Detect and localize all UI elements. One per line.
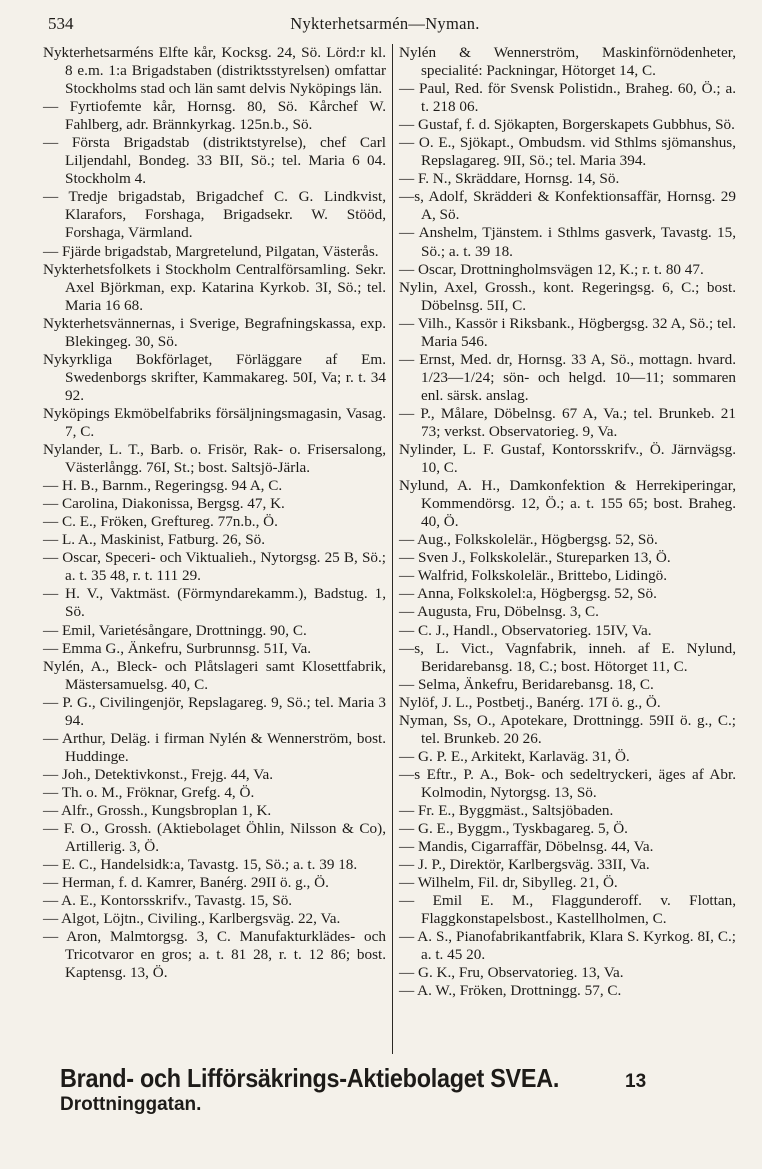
directory-entry: Nylinder, L. F. Gustaf, Kontorsskrifv., Ö. Järnvägsg. 10, C. (399, 441, 736, 477)
directory-entry: Nyman, Ss, O., Apotekare, Drottningg. 59II ö. g., C.; tel. Brunkeb. 20 26. (399, 711, 736, 747)
advert-address: 13 Drottninggatan. (60, 1071, 647, 1115)
directory-entry: Nylén & Wennerström, Maskinförnödenheter, specialité: Packningar, Hötorget 14, C. (399, 44, 736, 80)
directory-entry: — Wilhelm, Fil. dr, Sibylleg. 21, Ö. (399, 874, 618, 892)
directory-entry: — J. P., Direktör, Karlbergsväg. 33II, Va. (399, 856, 650, 874)
left-column (43, 44, 386, 982)
directory-entry: —s Eftr., P. A., Bok- och sedeltryckeri, äges af Abr. Kolmodin, Nytorgsg. 13, Sö. (399, 765, 736, 801)
directory-entry: Nykterhetsvännernas, i Sverige, Begrafningskassa, exp. Blekingeg. 30, Sö. (43, 314, 386, 350)
directory-entry: — Anna, Folkskolel:a, Högbergsg. 52, Sö. (399, 585, 657, 603)
page-header (48, 14, 722, 38)
directory-entry: — Oscar, Speceri- och Viktualieh., Nytorgsg. 25 B, Sö.; a. t. 35 48, r. t. 111 29. (43, 549, 386, 585)
directory-entry: — Fyrtiofemte kår, Hornsg. 80, Sö. Kårchef W. Fahlberg, adr. Brännkyrkag. 125n.b., Sö. (43, 98, 386, 134)
directory-entry: — Ernst, Med. dr, Hornsg. 33 A, Sö., mottagn. hvard. 1/23—1/24; sön- och helgd. 10—11; sommaren enl. särsk. anslag. (399, 350, 736, 404)
directory-entry: —s, L. Vict., Vagnfabrik, inneh. af E. Nylund, Beridarebansg. 18, C.; bost. Hötorget 11, C. (399, 639, 736, 675)
advert-company: Brand- och Lifförsäkrings-Aktiebolaget SVEA. (60, 1063, 560, 1093)
directory-entry: —s, Adolf, Skrädderi & Konfektionsaffär, Hornsg. 29 A, Sö. (399, 188, 736, 224)
directory-entry: Nyköpings Ekmöbelfabriks försäljningsmagasin, Vasag. 7, C. (43, 404, 386, 440)
directory-entry: — Walfrid, Folkskolelär., Brittebo, Lidingö. (399, 567, 668, 585)
directory-entry: — G. E., Byggm., Tyskbagareg. 5, Ö. (399, 820, 628, 838)
directory-entry: — Gustaf, f. d. Sjökapten, Borgerskapets Gubbhus, Sö. (399, 116, 735, 134)
directory-entry: Nykterhetsarméns Elfte kår, Kocksg. 24, Sö. Lörd:r kl. 8 e.m. 1:a Brigadstaben (distriktsstyrelsen) omfattar Stockholms stad och län samt delvis Nyköpings län. (43, 44, 386, 98)
directory-entry: — Augusta, Fru, Döbelnsg. 3, C. (399, 603, 599, 621)
directory-entry: — Arthur, Deläg. i firman Nylén & Wennerström, bost. Huddinge. (43, 729, 386, 765)
directory-entry: — E. C., Handelsidk:a, Tavastg. 15, Sö.; a. t. 39 18. (43, 856, 358, 874)
directory-entry: — Anshelm, Tjänstem. i Sthlms gasverk, Tavastg. 15, Sö.; a. t. 39 18. (399, 224, 736, 260)
directory-entry: Nylin, Axel, Grossh., kont. Regeringsg. 6, C.; bost. Döbelnsg. 5II, C. (399, 278, 736, 314)
directory-entry: — Selma, Änkefru, Beridarebansg. 18, C. (399, 675, 654, 693)
directory-entry: — Fr. E., Byggmäst., Saltsjöbaden. (399, 801, 614, 819)
directory-entry: — Carolina, Diakonissa, Bergsg. 47, K. (43, 495, 285, 513)
directory-entry: — G. P. E., Arkitekt, Karlaväg. 31, Ö. (399, 747, 630, 765)
directory-entry: — G. K., Fru, Observatorieg. 13, Va. (399, 964, 624, 982)
directory-entry: — Alfr., Grossh., Kungsbroplan 1, K. (43, 801, 272, 819)
directory-entry: — Tredje brigadstab, Brigadchef C. G. Lindkvist, Klarafors, Forshaga, Brigadsekr. W. Stööd, Forshaga, Värmland. (43, 188, 386, 242)
directory-entry: — C. J., Handl., Observatorieg. 15IV, Va. (399, 621, 652, 639)
directory-entry: — Emma G., Änkefru, Surbrunnsg. 51I, Va. (43, 639, 311, 657)
directory-entry: — P. G., Civilingenjör, Repslagareg. 9, Sö.; tel. Maria 3 94. (43, 693, 386, 729)
directory-entry: — Paul, Red. för Svensk Polistidn., Braheg. 60, Ö.; a. t. 218 06. (399, 80, 736, 116)
directory-entry: Nylander, L. T., Barb. o. Frisör, Rak- o. Frisersalong, Västerlångg. 76I, St.; bost. Saltsjö-Järla. (43, 441, 386, 477)
directory-entry: Nykterhetsfolkets i Stockholm Centralförsamling. Sekr. Axel Björkman, exp. Katarina Kyrkob. 3I, Sö.; tel. Maria 16 68. (43, 260, 386, 314)
column-divider (392, 44, 393, 1054)
directory-entry: — A. W., Fröken, Drottningg. 57, C. (399, 982, 622, 1000)
advertisement-footer (60, 1063, 732, 1115)
directory-entry: — Herman, f. d. Kamrer, Banérg. 29II ö. g., Ö. (43, 874, 329, 892)
directory-entry: — Aron, Malmtorgsg. 3, C. Manufakturklädes- och Tricotvaror en gros; a. t. 81 28, r. t. 12 86; bost. Kaptensg. 13, Ö. (43, 928, 386, 982)
directory-entry: — Aug., Folkskolelär., Högbergsg. 52, Sö. (399, 531, 658, 549)
directory-entry: — H. V., Vaktmäst. (Förmyndarekamm.), Badstug. 1, Sö. (43, 585, 386, 621)
running-title: Nykterhetsarmén—Nyman. (290, 14, 480, 33)
directory-entry: — Mandis, Cigarraffär, Döbelnsg. 44, Va. (399, 838, 654, 856)
directory-entry: — O. E., Sjökapt., Ombudsm. vid Sthlms sjömanshus, Repslagareg. 9II, Sö.; tel. Maria 394. (399, 134, 736, 170)
directory-entry: — L. A., Maskinist, Fatburg. 26, Sö. (43, 531, 266, 549)
directory-entry: — A. E., Kontorsskrifv., Tavastg. 15, Sö. (43, 892, 293, 910)
directory-entry: — H. B., Barnm., Regeringsg. 94 A, C. (43, 477, 283, 495)
directory-entry: — Th. o. M., Fröknar, Grefg. 4, Ö. (43, 783, 255, 801)
directory-entry: — Emil E. M., Flaggunderoff. v. Flottan, Flaggkonstapelsbost., Kastellholmen, C. (399, 892, 736, 928)
directory-entry: Nykyrkliga Bokförlaget, Förläggare af Em. Swedenborgs skrifter, Kammakareg. 50I, Va; r. t. 34 92. (43, 350, 386, 404)
directory-entry: — Joh., Detektivkonst., Frejg. 44, Va. (43, 765, 274, 783)
directory-entry: — Algot, Löjtn., Civiling., Karlbergsväg. 22, Va. (43, 910, 341, 928)
directory-entry: — Fjärde brigadstab, Margretelund, Pilgatan, Västerås. (43, 242, 379, 260)
directory-entry: — Oscar, Drottningholmsvägen 12, K.; r. t. 80 47. (399, 260, 704, 278)
directory-entry: Nylén, A., Bleck- och Plåtslageri samt Klosettfabrik, Mästersamuelsg. 40, C. (43, 657, 386, 693)
right-column (399, 44, 736, 1000)
directory-entry: — Sven J., Folkskolelär., Stureparken 13, Ö. (399, 549, 671, 567)
directory-entry: Nylöf, J. L., Postbetj., Banérg. 17I ö. g., Ö. (399, 693, 661, 711)
page-number: 534 (48, 14, 74, 33)
directory-entry: — A. S., Pianofabrikantfabrik, Klara S. Kyrkog. 8I, C.; a. t. 45 20. (399, 928, 736, 964)
directory-entry: — Första Brigadstab (distriktstyrelse), chef Carl Liljendahl, Bondeg. 33 BII, Sö.; tel. Maria 6 04. Stockholm 4. (43, 134, 386, 188)
directory-entry: Nylund, A. H., Damkonfektion & Herrekiperingar, Kommendörsg. 12, Ö.; a. t. 155 65; bost. Braheg. 40, Ö. (399, 477, 736, 531)
directory-entry: — Emil, Varietésångare, Drottningg. 90, C. (43, 621, 307, 639)
directory-entry: — F. O., Grossh. (Aktiebolaget Öhlin, Nilsson & Co), Artillerig. 3, Ö. (43, 820, 386, 856)
directory-entry: — P., Målare, Döbelnsg. 67 A, Va.; tel. Brunkeb. 21 73; verkst. Observatorieg. 9, Va. (399, 404, 736, 440)
directory-entry: — C. E., Fröken, Greftureg. 77n.b., Ö. (43, 513, 278, 531)
directory-entry: — Vilh., Kassör i Riksbank., Högbergsg. 32 A, Sö.; tel. Maria 546. (399, 314, 736, 350)
directory-entry: — F. N., Skräddare, Hornsg. 14, Sö. (399, 170, 620, 188)
